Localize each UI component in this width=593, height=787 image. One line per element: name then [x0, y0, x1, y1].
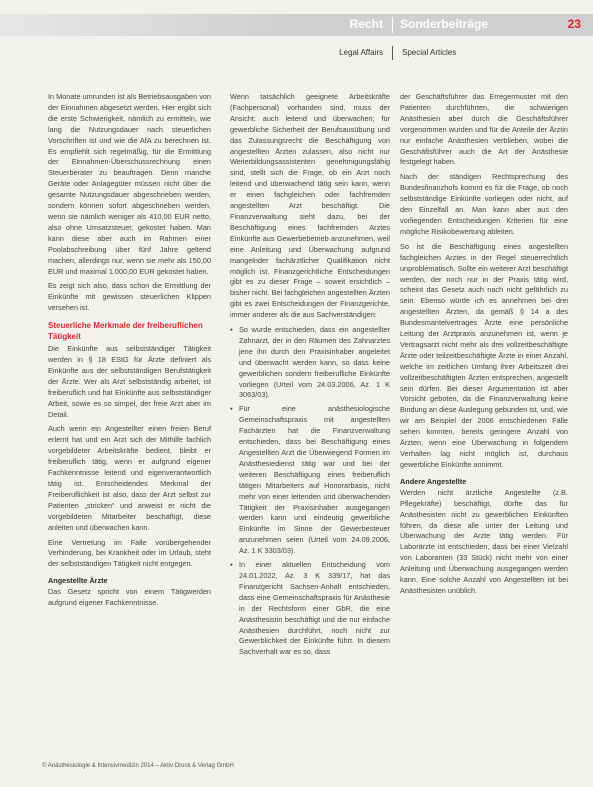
sub-header-separator [392, 46, 393, 60]
page-number: 23 [567, 17, 581, 31]
paragraph: Eine Vertretung im Falle vorübergehender Verhinderung, bei Krankheit oder im Urlaub, steht der selbstständigen Tätigkeit nicht entgegen. [48, 537, 211, 569]
footer-copyright: © Anästhesiologie & Intensivmedizin 2014 – Aktiv Druck & Verlag GmbH [42, 763, 234, 769]
bullet-item: ▪ Für eine anästhesiologische Gemeinschaftspraxis mit angestellten Fachärzten hat die Finanzverwaltung entschieden, dass bei Beschäftigung eines Angestellten Arzt die Überwiegend Formen im Anästhesiedienst tätig war und bei der weiteren Beschäftigung eines freiberuflich tätigen Mitarbeiters auf Honorarbasis, nicht mehr von einer leitenden und überwachenden Tätigkeit der Praxisinhaber ausgegangen werden kann und eindeutig gewerbliche Einkünfte im Sinne der Gewerbesteuer anzunehmen seien (Urteil vom 24.09.2006, Az. 1 K 3303/03). [230, 404, 390, 557]
section-title: Recht [349, 17, 383, 31]
paragraph: Es zeigt sich also, dass schon die Ermittlung der Einkünfte mit gewissen steuerlichen Klippen versehen ist. [48, 281, 211, 313]
paragraph: So ist die Beschäftigung eines angestellten fachgleichen Arztes in der Regel steuerrechtlich unproblematisch. Sollte ein weiterer Arzt beschäftigt werden, der noch nur in der Praxis tätig wird, scheint das Gesetz auch nach nicht gefährlich zu sein. Ebenso würde ich es annehmen bei drei angestellten Ärzten, da gemäß § 14 a des Bundesmantelvertrages Ärzte eine persönliche Leitung der Arztpraxis anzunehmen ist, wenn je Vertragsarzt nicht mehr als drei vollzeitbeschäftigte Ärzte oder teilzeitbeschäftigte Ärzte in einer Anzahl, welche im zeitlichen Umfang ihrer Arbeitszeit drei vollzeitbeschäftigten Ärzten entsprechen, angestellt sein dürfen. Bei dieser Argumentation ist aber Vorsicht geboten, da die Finanzverwaltung keine Bindung an diese Auslegung gebunden ist, und, wie wir am Beispiel der 2006 entschiedenen Fälle sehen konnten, bereits geringere Anzahl von Ärzten, wenn eine Überwachung in folgendem Verhalten lag nicht möglich ist, durchaus gewerbliche Einkünfte annimmt. [400, 241, 568, 469]
sub-header [0, 46, 593, 60]
subsection-heading: Andere Angestellte [400, 476, 467, 486]
paragraph: Das Gesetz spricht von einem Tätigwerden aufgrund eigener Fachkenntnisse. [48, 587, 211, 608]
column-3 [400, 92, 568, 601]
bullet-item: ▪ So wurde entschieden, dass ein angestellter Zahnarzt, der in den Räumen des Zahnarztes jene ihn durch den Praxisinhaber angeleitet und überwacht werden kann, so dass keine gewerblichen sondern freiberufliche Einkünfte vorliegen (Urteil vom 24.03.2006, Az. 1 K 3063/03). [230, 325, 390, 401]
paragraph: Die Einkünfte aus selbstständiger Tätigkeit werden in § 18 EStG für Ärzte definiert als Einkünfte aus der selbstständigen Berufstätigkeit der Ärzte. Wer als Arzt selbstständig arbeitet, ist freiberuflich und hat Einkünfte aus selbstständiger Arbeit, sowie es so simpel, der freie Arzt aber im Detail. [48, 344, 211, 419]
column-2 [230, 92, 390, 662]
paragraph: der Geschäftsführer das Erregermuster mit den Patienten durchführten, die schwierigen Anästhesien aber durch die Geschäftsführer vorgenommen wurden und für die Anteile der Ärztin nur einfache Anästhesien verblieben, wobei die Geschäftsführer auch die Art der Anästhesie festgelegt haben. [400, 92, 568, 167]
paragraph: Werden nicht ärztliche Angestellte (z.B. Pflegekräfte) beschäftigt, dürfte das für Anästhesisten nicht zu gewerblichen Einkünften führen, da diese alle unter der Leitung und Überwachung der Arzte tätig werden. Für Laborärzte ist entschieden, dass bei einer Vielzahl von Laboranten (33 Stück) nicht mehr von einer Anleitung und Überwachung ausgegangen werden kann. Eine solche Anzahl von Angestellten ist bei Anästhesisten unüblich. [400, 487, 568, 595]
sub-header-right: Special Articles [402, 48, 457, 57]
subsection-heading: Angestellte Ärzte [48, 576, 108, 586]
header-separator [392, 17, 393, 33]
subsection-title: Sonderbeiträge [400, 17, 489, 31]
header-bar-gradient [0, 14, 300, 36]
paragraph: Nach der ständigen Rechtsprechung des Bundesfinanzhofs kommt es für die Frage, ob noch selbstständige Einkünfte vorliegen oder nicht, auf den Einzelfall an. Man kann aber aus den vorliegenden Entscheidungen Kriterien für eine mögliche Risikobewertung ableiten. [400, 172, 568, 236]
section-heading: Steuerliche Merkmale der freiberuflichen Tätigkeit [48, 321, 203, 342]
column-1 [48, 92, 211, 613]
paragraph: Auch wenn ein Angestellter einen freien Beruf erlernt hat und ein Arzt sich der Mithilfe fachlich vorgebildeter Arbeitskräfte bedient, bleibt er freiberuflich tätig, wenn er aufgrund eigener Fachkenntnisse leitend und eigenverantwortlich tätig ist. Entscheidendes Merkmal der Freiberuflichkeit ist also, dass der Arzt selbst zur Patienten „stricken“ und anweist er nicht die vorgebildeten Mitarbeiter beschäftigt, diese anleiten und überwachen kann. [48, 424, 211, 532]
section-header-bar [0, 14, 593, 36]
bullet-item: ▪ In einer aktuellen Entscheidung vom 24.01.2022, Az. 3 K 339/17, hat das Finanzgericht Sachsen-Anhalt entschieden, dass eine Gemeinschaftspraxis für Anästhesie in der Rechtsform einer GbR, die eine Anästhesistin beschäftigt und die nur einfache Anästhesien durchführt, noch nicht zur Gewerblichkeit der Einkünfte führt. In diesem Sachverhalt war es so, dass [230, 560, 390, 658]
paragraph: Wenn tatsächlich geeignete Arbeitskräfte (Fachpersonal) vorhanden sind, muss der Ansicht: auch leitend und überwachen; für gewerbliche Sicherheit der Berufsausübung und das Zulassungsrecht die Beschäftigung von angestellten Ärzten zulassen, also nicht nur Weiterbildungsassistenten genehmigungsfähig sind, stellt sich die Frage, ob ein Arzt noch leitend und überwachend tätig sein kann, wenn er einen fachgleichen oder fachfremden angestellten Arzt beschäftigt. Die Finanzverwaltung sieht dazu, bei der Beschäftigung eines fachfremden Arztes Einkünfte aus Gewerbebetrieb anzunehmen, weil eine Anleitung und Überwachung aufgrund mangelnder fachärztlicher Qualifikation nicht möglich ist. Finanzgerichtliche Entscheidungen gibt es zu dieser Frage – soweit ersichtlich – bisher nicht. Bei fachgleichen angestellten Ärzten gibt es zwei Entscheidungen der Finanzgerichte, immer anderer als die aus Sachverständigen: [230, 92, 390, 320]
paragraph: In Monate umrunden ist als Betriebsausgaben von der Einnahmen abgesetzt werden. Hier ergibt sich die erste Schwierigkeit, nämlich zu ermitteln, wie lang die Nutzungsdauer nach steuerlichen Vorschriften ist und wie die AfA zu berechnen ist. Es empfiehlt sich regelmäßig, für die Ermittlung der Einnahmen-Überschussrechnung einen Steuerberater zu beauftragen. Denn manche Geräte oder Anlagegüter müssen nicht über die gesamte Nutzungsdauer abgeschrieben werden, sondern können sofort abgeschrieben werden, wenn sie nämlich weniger als 410,00 EUR netto, also ohne Umsatzsteuer, gekostet haben. Man kann diese aber auch im Rahmen einer Poolabschreibung über fünf Jahre geltend machen, allerdings nur, wenn sie mehr als 150,00 EUR und maximal 1.000,00 EUR gekostet haben. [48, 92, 211, 276]
bullet-list [230, 325, 390, 658]
sub-header-left: Legal Affairs [339, 48, 383, 57]
